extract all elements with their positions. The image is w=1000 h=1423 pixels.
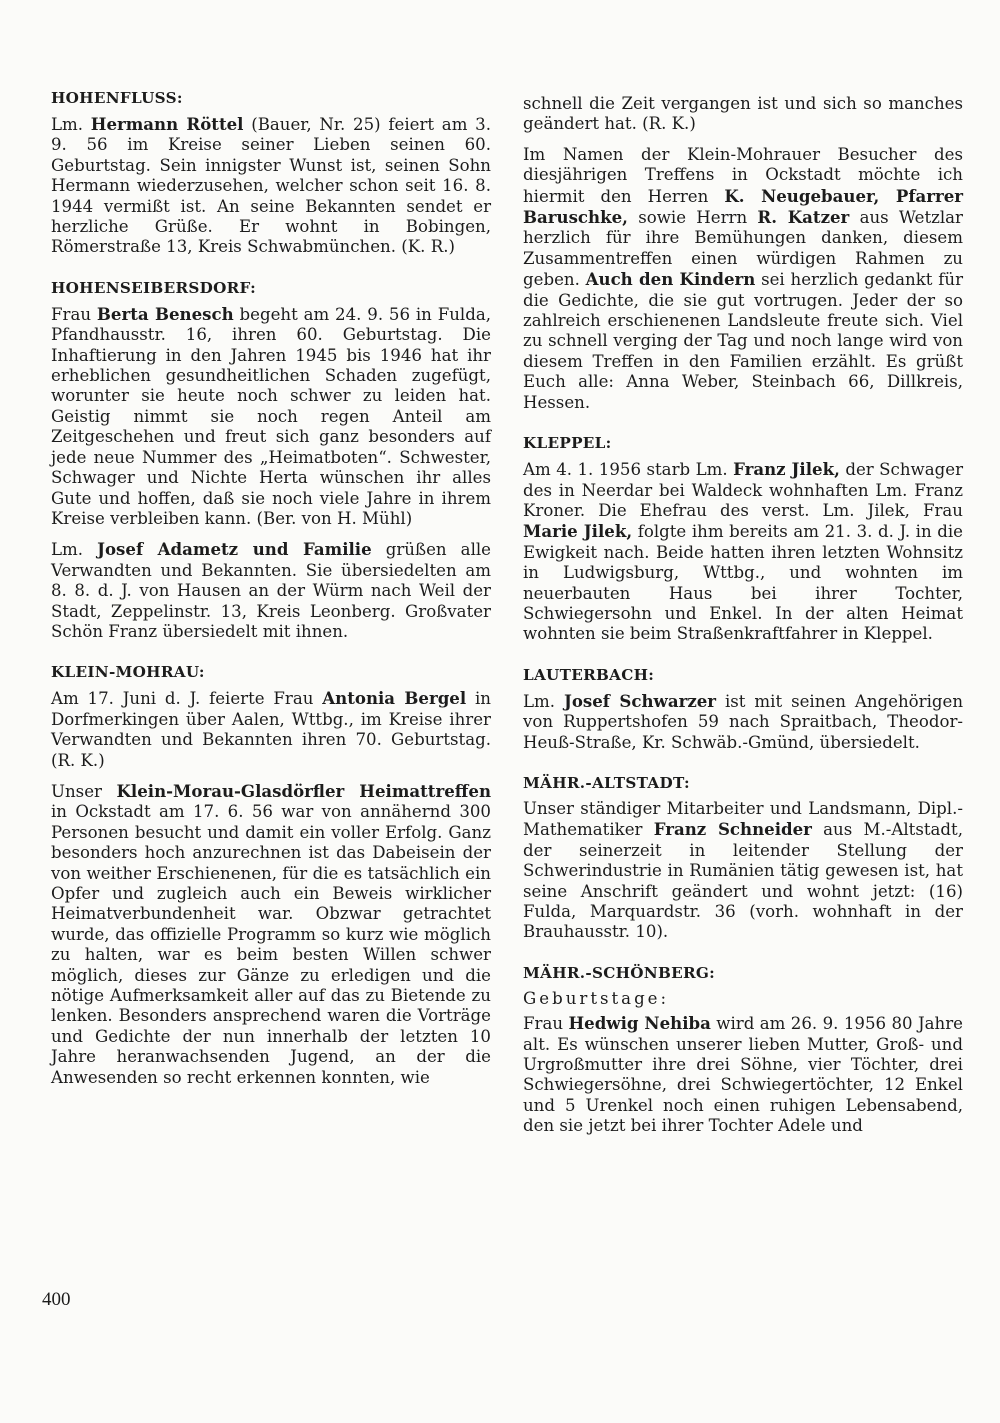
article-paragraph: Am 4. 1. 1956 starb Lm. Franz Jilek, der Schwager des in Neerdar bei Waldeck wohnhaften Lm. Franz Kroner. Die Ehefrau des verst. Lm. Jilek, Frau Marie Jilek, folgte ihm bereits am 21. 3. d. J. in die Ewigkeit nach. Beide hatten ihren letzten Wohnsitz in Ludwigsburg, Wttbg., und wohnten im neuerbauten Haus bei ihrer Tochter, Schwiegersohn und Enkel. In der alten Heimat wohnten sie beim Straßenkraftfahrer in Kleppel. <box>523 459 964 644</box>
section-kleppel <box>523 433 963 645</box>
section-hohenseibersdorf <box>51 278 491 643</box>
article-paragraph: Frau Hedwig Nehiba wird am 26. 9. 1956 80 Jahre alt. Es wünschen unserer lieben Mutter, Groß- und Urgroßmutter ihre drei Söhne, vier Töchter, drei Schwiegersöhne, drei Schwiegertöchter, 12 Enkel und 5 Urenkel noch einen ruhigen Lebensabend, den sie jetzt bei ihrer Tochter Adele und <box>523 1013 963 1136</box>
section-maehr-altstadt <box>523 773 963 943</box>
section-heading: KLEPPEL: <box>523 434 612 453</box>
article-paragraph: Am 17. Juni d. J. feierte Frau Antonia Bergel in Dorfmerkingen über Aalen, Wttbg., im Kreise ihrer Verwandten und Bekannten ihren 70. Geburtstag. (R. K.) <box>51 688 491 770</box>
left-column <box>51 88 491 1108</box>
section-heading: HOHENSEIBERSDORF: <box>51 278 257 297</box>
article-paragraph: Lm. Josef Schwarzer ist mit seinen Angehörigen von Ruppertshofen 59 nach Spraitbach, Theodor-Heuß-Straße, Kr. Schwäb.-Gmünd, übersiedelt. <box>523 690 964 752</box>
section-maehr-schoenberg <box>523 963 963 1137</box>
section-heading: KLEIN-MOHRAU: <box>51 663 205 682</box>
article-paragraph: Frau Berta Benesch begeht am 24. 9. 56 in Fulda, Pfandhausstr. 16, ihren 60. Geburtstag. Die Inhaftierung in den Jahren 1945 bis 1946 hat ihr erheblichen gesundheitlichen Schaden zugefügt, worunter sie heute noch schwer zu leiden hat. Geistig nimmt sie noch regen Anteil am Zeitgeschehen und freut sich ganz besonders auf jede neue Nummer des „Heimatboten“. Schwester, Schwager und Nichte Herta wünschen ihr alles Gute und hoffen, daß sie noch viele Jahre in ihrem Kreise verbleiben kann. (Ber. von H. Mühl) <box>51 303 492 528</box>
section-klein-mohrau <box>51 662 491 1088</box>
article-paragraph: Unser Klein-Morau-Glasdörfler Heimattreffen in Ockstadt am 17. 6. 56 war von annähernd 300 Personen besucht und damit ein voller Erfolg. Ganz besonders hoch anzurechnen ist das Dabeisein der von weither Erschienenen, für die es tatsächlich ein Opfer und zugleich auch ein Beweis wirklicher Heimatverbundenheit war. Obzwar getrachtet wurde, das offizielle Programm so kurz wie möglich zu halten, war es beim besten Willen schwer möglich, dieses zur Gänze zu erledigen und die nötige Aufmerksamkeit aller auf das zu Bietende zu lenken. Besonders ansprechend waren die Vorträge und Gedichte der nun innerhalb der letzten 10 Jahre heranwachsenden Jugend, an der die Anwesenden so recht erkennen konnten, wie <box>51 780 492 1087</box>
right-column <box>523 94 963 1157</box>
article-paragraph: schnell die Zeit vergangen ist und sich so manches geändert hat. (R. K.) <box>523 94 963 134</box>
article-paragraph: Lm. Josef Adametz und Familie grüßen alle Verwandten und Bekannten. Sie übersiedelten am 8. 8. d. J. von Hausen an der Würm nach Weil der Stadt, Zeppelinstr. 13, Kreis Leonberg. Großvater Schön Franz übersiedelt mit ihnen. <box>51 539 492 641</box>
section-heading: HOHENFLUSS: <box>51 89 183 107</box>
section-heading: MÄHR.-SCHÖNBERG: <box>523 963 716 982</box>
page-number: 400 <box>42 1289 71 1310</box>
subheading: Geburtstage: <box>523 988 670 1008</box>
section-heading: MÄHR.-ALTSTADT: <box>523 773 690 792</box>
article-paragraph: Lm. Hermann Röttel (Bauer, Nr. 25) feiert am 3. 9. 56 im Kreise seiner Lieben seinen 60. Geburtstag. Sein innigster Wunst ist, seinen Sohn Hermann wiederzusehen, welcher schon seit 16. 8. 1944 vermißt ist. An seine Bekannten sendet er herzliche Grüße. Er wohnt in Bobingen, Römerstraße 13, Kreis Schwabmünchen. (K. R.) <box>51 114 491 257</box>
section-hohenfluss <box>51 88 491 258</box>
article-paragraph: Im Namen der Klein-Mohrauer Besucher des diesjährigen Treffens in Ockstadt möchte ich hiermit den Herren K. Neugebauer, Pfarrer Baruschke, sowie Herrn R. Katzer aus Wetzlar herzlich für ihre Bemühungen danken, diesem Zusammentreffen einen würdigen Rahmen zu geben. Auch den Kindern sei herzlich gedankt für die Gedichte, die sie gut vortrugen. Jeder der so zahlreich erschienenen Landsleute freute sich. Viel zu schnell verging der Tag und noch lange wird von diesem Treffen in den Familien erzählt. Es grüßt Euch alle: Anna Weber, Steinbach 66, Dillkreis, Hessen. <box>523 144 963 412</box>
section-lauterbach <box>523 665 963 753</box>
article-paragraph: Unser ständiger Mitarbeiter und Landsmann, Dipl.-Mathematiker Franz Schneider aus M.-Altstadt, der seinerzeit in leitender Stellung der Schwerindustrie in Rumänien tätig gewesen ist, hat seine Anschrift geändert und wohnt jetzt: (16) Fulda, Marquardstr. 36 (vorh. wohnhaft in der Brauhausstr. 10). <box>523 798 963 942</box>
section-heading: LAUTERBACH: <box>523 665 655 684</box>
